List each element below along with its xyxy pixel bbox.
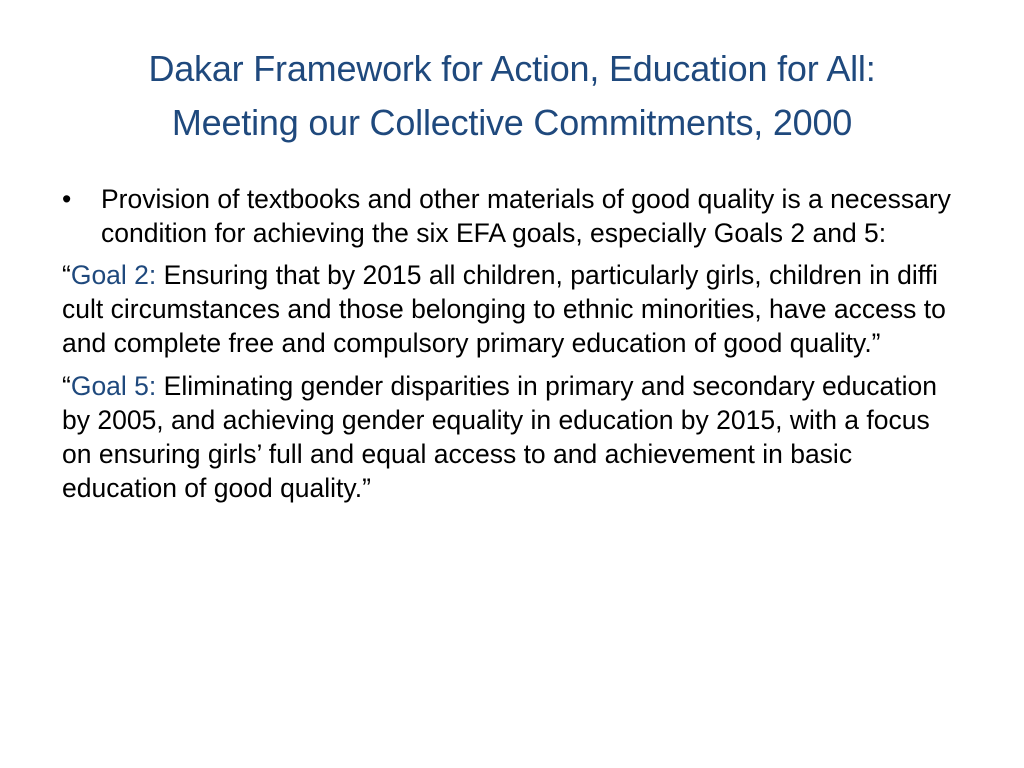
goal-5-open-quote: “ [62,371,71,401]
goal-2-text: Ensuring that by 2015 all children, particularly girls, children in diffi cult circumstances and those belonging to ethnic minorities, have access to and complete free and compulsory primary education of good quality.” [62,260,946,358]
goal-2-open-quote: “ [62,260,71,290]
slide-title-line-1: Dakar Framework for Action, Education for All: [148,48,876,89]
goal-5-quote [62,369,962,505]
slide-title [40,42,984,150]
slide-body [62,182,962,514]
goal-2-label: Goal 2: [70,260,157,290]
goal-5-label: Goal 5: [70,371,157,401]
goal-5-text: Eliminating gender disparities in primary and secondary education by 2005, and achieving gender equality in education by 2015, with a focus on ensuring girls’ full and equal access to and achievement in basic education of good quality.” [62,371,937,503]
goal-2-quote [62,258,962,360]
slide-title-line-2: Meeting our Collective Commitments, 2000 [171,102,853,143]
bullet-text: Provision of textbooks and other materials of good quality is a necessary condition for achieving the six EFA goals, especially Goals 2 and 5: [101,184,951,248]
bullet-item [62,182,962,250]
bullet-icon: • [62,184,72,214]
